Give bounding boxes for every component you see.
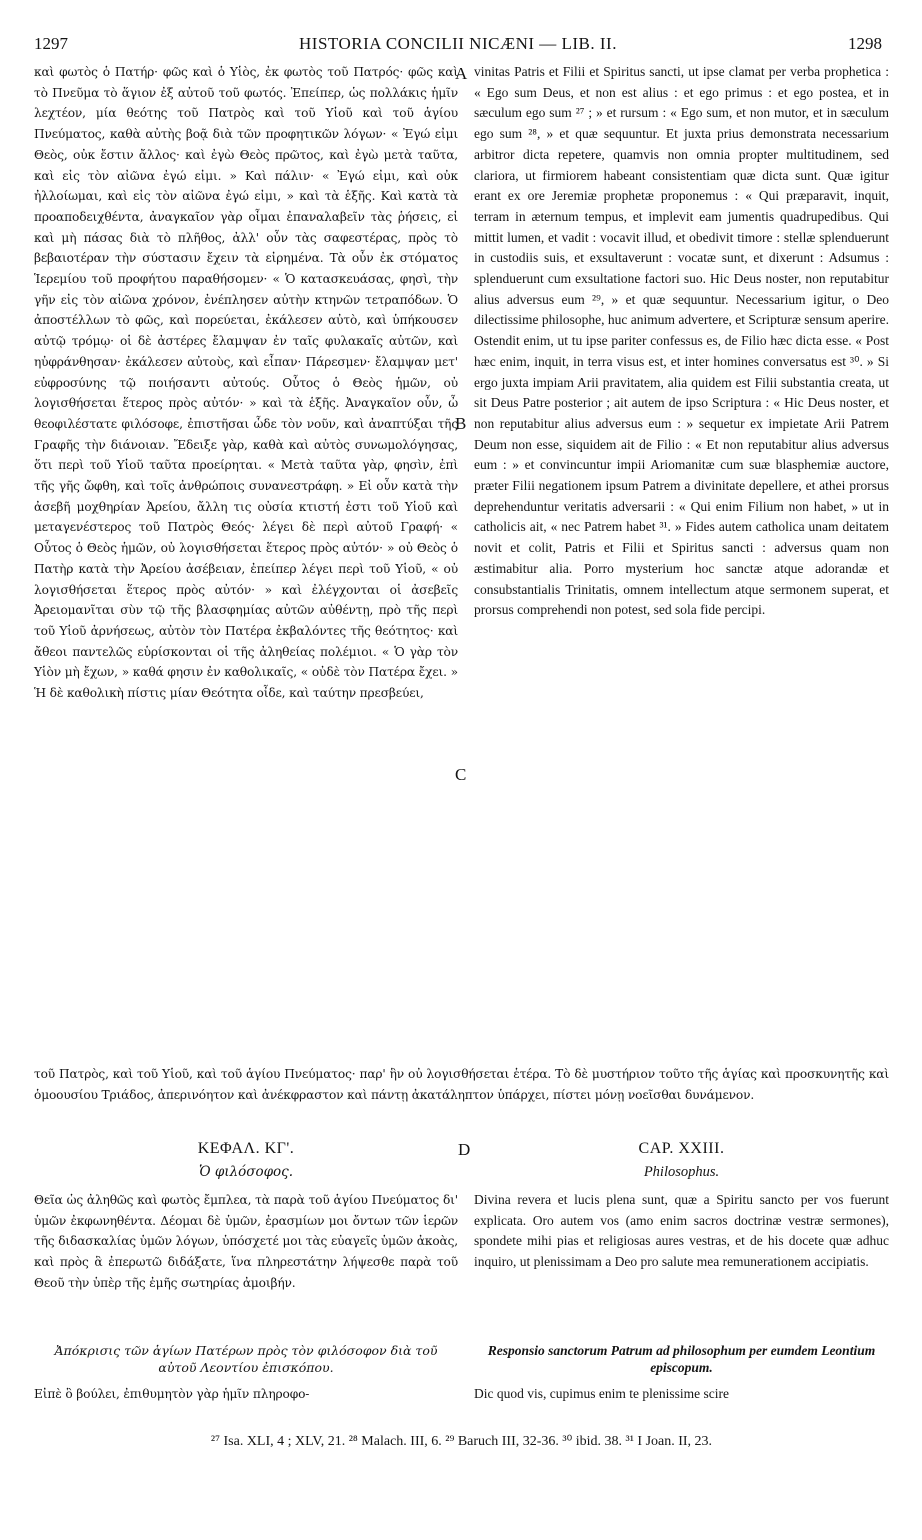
latin-response-title: Responsio sanctorum Patrum ad philosophum per eumdem Leontium episcopum. bbox=[487, 1343, 876, 1375]
greek-chapter-text: Θεῖα ὡς ἀληθῶς καὶ φωτὸς ἔμπλεα, τὰ παρὰ τοῦ ἁγίου Πνεύματος δι' ὑμῶν ἐκφωνηθέντα. Δέομαι δὲ ὑμῶν, ἐρασμίων μοι ὄντων τῶν ἱερῶν τῆς διδασκαλίας ὑμῶν λόγων, ὑπόσχετέ μοι τὰς εὐαγεῖς ὑμῶν ἀκοὰς, καὶ πρὸς ἃ ἐπερωτῶ διδάξατε, ἵνα πληρεστάτην λήψεσθε παρὰ τοῦ Θεοῦ τὴν ὑπὲρ τῆς ἐμῆς σωτηρίας ἀμοιβήν. bbox=[34, 1193, 458, 1290]
latin-main-text: vinitas Patris et Filii et Spiritus sancti, ut ipse clamat per verba prophetica : « Ego sum Deus, et non est alius : et ego primus : et ego postea, et in sæculum ego sum ²⁷ ; » et rursum : « Ego sum, et non mutor, et in sæculum ego sum ²⁸, » et quæ sequuntur. Et juxta prius demonstrata necessarium arbitror dicta repetere, quamvis non omnia propter multitudinem, sed clariora, ut firmiorem habeant consistentiam quæ dicta sunt. Quæ igitur erant ex ore Jeremiæ prophetæ proponemus : « Qui præparavit, inquit, terram in æternum tempus, et implevit eam jumentis quadrupedibus. Qui mittit lumen, et vadit : vocavit illud, et obedivit timore : stellæ splenduerunt in custodiis suis, et exsultaverunt : vocatæ sunt, et dixerunt : Adsumus : splenduerunt cum exsultatione factori suo. Hic Deus noster, non reputabitur alius adversus eum ²⁹, » et quæ sequuntur. Necessarium igitur, o Deo dilectissime philosophe, huc animum advertere, et Scripturæ sensum aperire. Ostendit enim, ut tu ipse pariter confessus es, de Filio hæc dicta esse. « Post hæc enim, inquit, in terra visus est, et inter homines conversatus est ³⁰. » Si ergo juxta impiam Arii pravitatem, alia quidem est Filii substantia creata, ut sit Deus Patre posterior ; ait autem de ipso Scriptura : « Hic Deus noster, et non reputabitur alius adversus eum : » sequetur ex impietate Arii Patrem Deum non esse, siquidem ait de Filio : « Et non reputabitur alius adversus eum : » et convincuntur impii Ariomanitæ cum suæ blasphemiæ auctore, præter Filii negationem ipsum Patrem a divinitate depellere, et athei prorsus deprehenduntur veritatis adversarii : « Qui enim Filium non habet, » ut in catholicis ait, « nec Patrem habet ³¹. » Fides autem catholica unam deitatem novit et colit, Patris et Filii et Spiritus sancti : adversus quam non æstimabitur alia. Porro mysterium hoc sanctæ atque adorandæ et consubstantialis Trinitatis, omnem intellectum atque sermonem superat, et prorsus comprehendi non potest, sed sola fide percipi. bbox=[474, 64, 890, 618]
latin-chapter-heading: CAP. XXIII. bbox=[638, 1140, 725, 1157]
latin-chapter-subtitle: Philosophus. bbox=[643, 1164, 720, 1180]
greek-full-width-paragraph bbox=[34, 1064, 889, 1136]
margin-marker-b: B bbox=[455, 414, 467, 433]
margin-marker-d: D bbox=[458, 1140, 471, 1159]
greek-response-title: Ἀπόκρισις τῶν ἁγίων Πατέρων πρὸς τὸν φιλόσοφον διὰ τοῦ αὐτοῦ Λεοντίου ἐπισκόπου. bbox=[54, 1343, 438, 1375]
latin-response-column bbox=[474, 1384, 889, 1408]
latin-main-column bbox=[474, 62, 889, 1062]
running-header bbox=[34, 34, 882, 58]
margin-marker-a: A bbox=[455, 64, 468, 83]
margin-marker-c: C bbox=[455, 765, 467, 784]
latin-response-text: Dic quod vis, cupimus enim te plenissime scire bbox=[474, 1386, 729, 1401]
greek-response-text: Εἰπὲ ὃ βούλει, ἐπιθυμητὸν γὰρ ἡμῖν πληροφο- bbox=[34, 1387, 310, 1401]
greek-main-column bbox=[34, 62, 458, 1062]
greek-response-column bbox=[34, 1384, 458, 1408]
footnotes: ²⁷ Isa. XLI, 4 ; XLV, 21. ²⁸ Malach. III, 6. ²⁹ Baruch III, 32-36. ³⁰ ibid. 38. ³¹ I Joan. II, 23. bbox=[210, 1434, 713, 1449]
greek-full-width-text: τοῦ Πατρὸς, καὶ τοῦ Υἱοῦ, καὶ τοῦ ἁγίου Πνεύματος· παρ' ἣν οὐ λογισθήσεται ἑτέρα. Τὸ δὲ μυστήριον τοῦτο τῆς ἁγίας καὶ προσκυνητῆς καὶ ὁμοουσίου Τριάδος, ἀπερινόητον καὶ ἀνέκφραστον καὶ πάντῃ ἀκατάληπτον ὑπάρχει, πίστει μόνῃ νοεῖσθαι δυνάμενον. bbox=[34, 1067, 889, 1102]
greek-chapter-subtitle: Ὁ φιλόσοφος. bbox=[198, 1164, 294, 1180]
latin-chapter-column bbox=[474, 1190, 889, 1350]
latin-chapter-text: Divina revera et lucis plena sunt, quæ a Spiritu sancto per vos fuerunt explicata. Oro autem vos (amo enim sacros doctrinæ vestræ sermones), spondete mihi pias et religiosas aures vestras, et de his docete quæ adhuc inquiro, ut plenissimam a Deo pro salute mea remunerationem accipiatis. bbox=[474, 1192, 889, 1270]
greek-chapter-column bbox=[34, 1190, 458, 1350]
greek-main-text: καὶ φωτὸς ὁ Πατήρ· φῶς καὶ ὁ Υἱὸς, ἐκ φωτὸς τοῦ Πατρός· φῶς καὶ τὸ Πνεῦμα τὸ ἅγιον ἐξ αὐτοῦ τοῦ φωτός. Ἐπείπερ, ὡς πολλάκις ἡμῖν λεχτέον, μία θεότης τοῦ Πατρὸς καὶ τοῦ Υἱοῦ καὶ τοῦ ἁγίου Πνεύματος, καθὰ αὐτὴς βοᾷ διὰ τῶν προφητικῶν λόγων· « Ἐγώ εἰμι Θεὸς, οὐκ ἔστιν ἄλλος· καὶ ἐγὼ Θεὸς πρῶτος, καὶ ἐγὼ μετὰ ταῦτα, καὶ εἰς τὸν αἰῶνα ἐγώ εἰμι. » Καὶ πάλιν· « Ἐγώ εἰμι, καὶ οὐκ ἠλλοίωμαι, καὶ εἰς τὸν αἰῶνα ἐγώ εἰμι, » καὶ τὰ ἑξῆς. Καὶ κατὰ τὰ προαποδειχθέντα, ἀναγκαῖον γὰρ οἶμαι ἐπαναλαβεῖν τὰς ῥήσεις, εἰ καὶ μὴ πάσας διὰ τὸ πλῆθος, ἀλλ' οὖν τὰς σαφεστέρας, πρὸς τὸ βεβαιοτέραν τὴν σύστασιν ἔχειν τὰ εἰρημένα. Τὰ οὖν ἐκ στόματος Ἱερεμίου τοῦ προφήτου παραθήσομεν· « Ὁ κατασκευάσας, φησὶ, τὴν γῆν εἰς τὸν αἰῶνα χρόνον, ἐνέπλησεν αὐτὴν κτηνῶν τετραπόδων. Ὁ ἀποστέλλων τὸ φῶς, καὶ πορεύεται, ἐκάλεσεν αὐτὸ, καὶ ὑπήκουσεν αὐτῷ τρόμῳ· οἱ δὲ ἀστέρες ἔλαμψαν ἐν ταῖς φυλακαῖς αὐτῶν, καὶ ηὐφράνθησαν· ἐκάλεσεν αὐτοὺς, καὶ εἶπαν· Πάρεσμεν· ἔλαμψαν μετ' εὐφροσύνης τῷ ποιήσαντι αὐτούς. Οὗτος ὁ Θεὸς ἡμῶν, οὐ λογισθήσεται ἕτερος πρὸς αὐτόν· » καὶ τὰ ἑξῆς. Ἀναγκαῖον οὖν, ὦ θεοφιλέστατε φιλόσοφε, ἐπιστῆσαι ὧδε τὸν νοῦν, καὶ ἀναπτύξαι τῆς Γραφῆς τὴν διάνοιαν. Ἔδειξε γὰρ, καθὰ καὶ αὐτὸς συνωμολόγησας, ὅτι περὶ τοῦ Υἱοῦ ταῦτα προείρηται. « Μετὰ ταῦτα γὰρ, φησὶν, ἐπὶ τῆς γῆς ὤφθη, καὶ τοῖς ἀνθρώποις συνανεστράφη. » Εἰ οὖν κατὰ τὴν ἀσεβῆ μοχθηρίαν Ἀρείου, ἄλλη τις οὐσία κτιστή ἐστι τοῦ Υἱοῦ καὶ μεταγενέστερος τοῦ Πατρὸς Θεός· λέγει δὲ περὶ αὐτοῦ Γραφή· « Οὗτος ὁ Θεὸς ἡμῶν, οὐ λογισθήσεται ἕτερος πρὸς αὐτόν· » οὐ Θεὸς ὁ Πατὴρ κατὰ τὴν Ἀρείου ἀσέβειαν, ἐπείπερ λέγει περὶ τοῦ Υἱοῦ, « οὐ λογισθήσεται ἕτερος πρὸς αὐτόν· » καὶ ἐλέγχονται οἱ ἀσεβεῖς Ἀρειομανῖται σὺν τῷ τῆς βλασφημίας αὐτῶν αὐθέντῃ, πρὸ τῆς περὶ τοῦ Υἱοῦ ἀρνήσεως, αὐτὸν τὸν Πατέρα ἐκβαλόντες τῆς θεότητος· καὶ ἄθεοι παντελῶς εὑρίσκονται οἱ τῆς ἀληθείας πολέμιοι. « Ὁ γὰρ τὸν Υἱὸν μὴ ἔχων, » καθά φησιν ἐν καθολικαῖς, « οὐδὲ τὸν Πατέρα ἔχει. » Ἡ δὲ καθολικὴ πίστις μίαν Θεότητα οἶδε, καὶ ταύτην πρεσβεύει, bbox=[34, 65, 458, 701]
greek-chapter-heading: ΚΕΦΑΛ. ΚΓ'. bbox=[197, 1140, 295, 1157]
running-title: HISTORIA CONCILII NICÆNI — LIB. II. bbox=[299, 34, 617, 53]
page-number-right: 1298 bbox=[848, 34, 882, 53]
page-number-left: 1297 bbox=[34, 34, 68, 53]
